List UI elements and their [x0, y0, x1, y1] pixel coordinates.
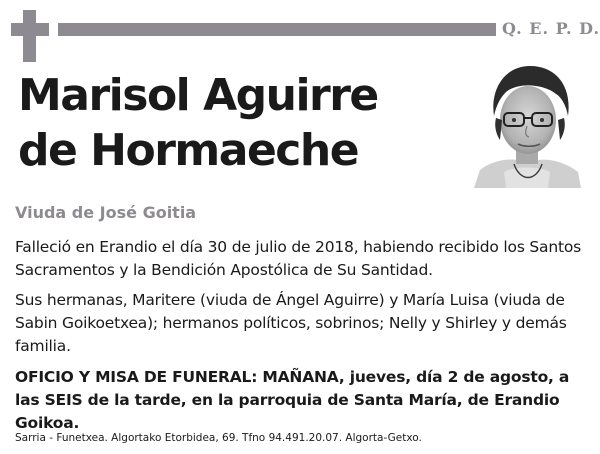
portrait-photo: [474, 60, 581, 188]
cross-horizontal-bar: [11, 23, 49, 36]
header-rule: [58, 23, 496, 36]
funeral-service-info: OFICIO Y MISA DE FUNERAL: MAÑANA, jueves, día 2 de agosto, a las SEIS de la tarde, en la parroquia de Santa María, de Erandio Goikoa.: [15, 368, 570, 432]
name-line-1: Marisol Aguirre: [18, 70, 378, 121]
funeral-home-footer: Sarria - Funetxea. Algortako Etorbidea, 69. Tfno 94.491.20.07. Algorta-Getxo.: [15, 432, 422, 444]
name-line-2: de Hormaeche: [18, 125, 359, 176]
qepd-label: Q. E. P. D.: [502, 19, 600, 38]
death-announcement: Falleció en Erandio el día 30 de julio de 2018, habiendo recibido los Santos Sacramentos y la Bendición Apostólica de Su Santidad.: [15, 238, 582, 279]
widow-of-subtitle: Viuda de José Goitia: [15, 203, 197, 222]
deceased-portrait: [474, 60, 581, 188]
cross-vertical-bar: [23, 10, 36, 62]
family-mourners: Sus hermanas, Maritere (viuda de Ángel Aguirre) y María Luisa (viuda de Sabin Goikoetxea); hermanos políticos, sobrinos; Nelly y Shirley y demás familia.: [15, 291, 567, 355]
deceased-name: [18, 68, 378, 178]
